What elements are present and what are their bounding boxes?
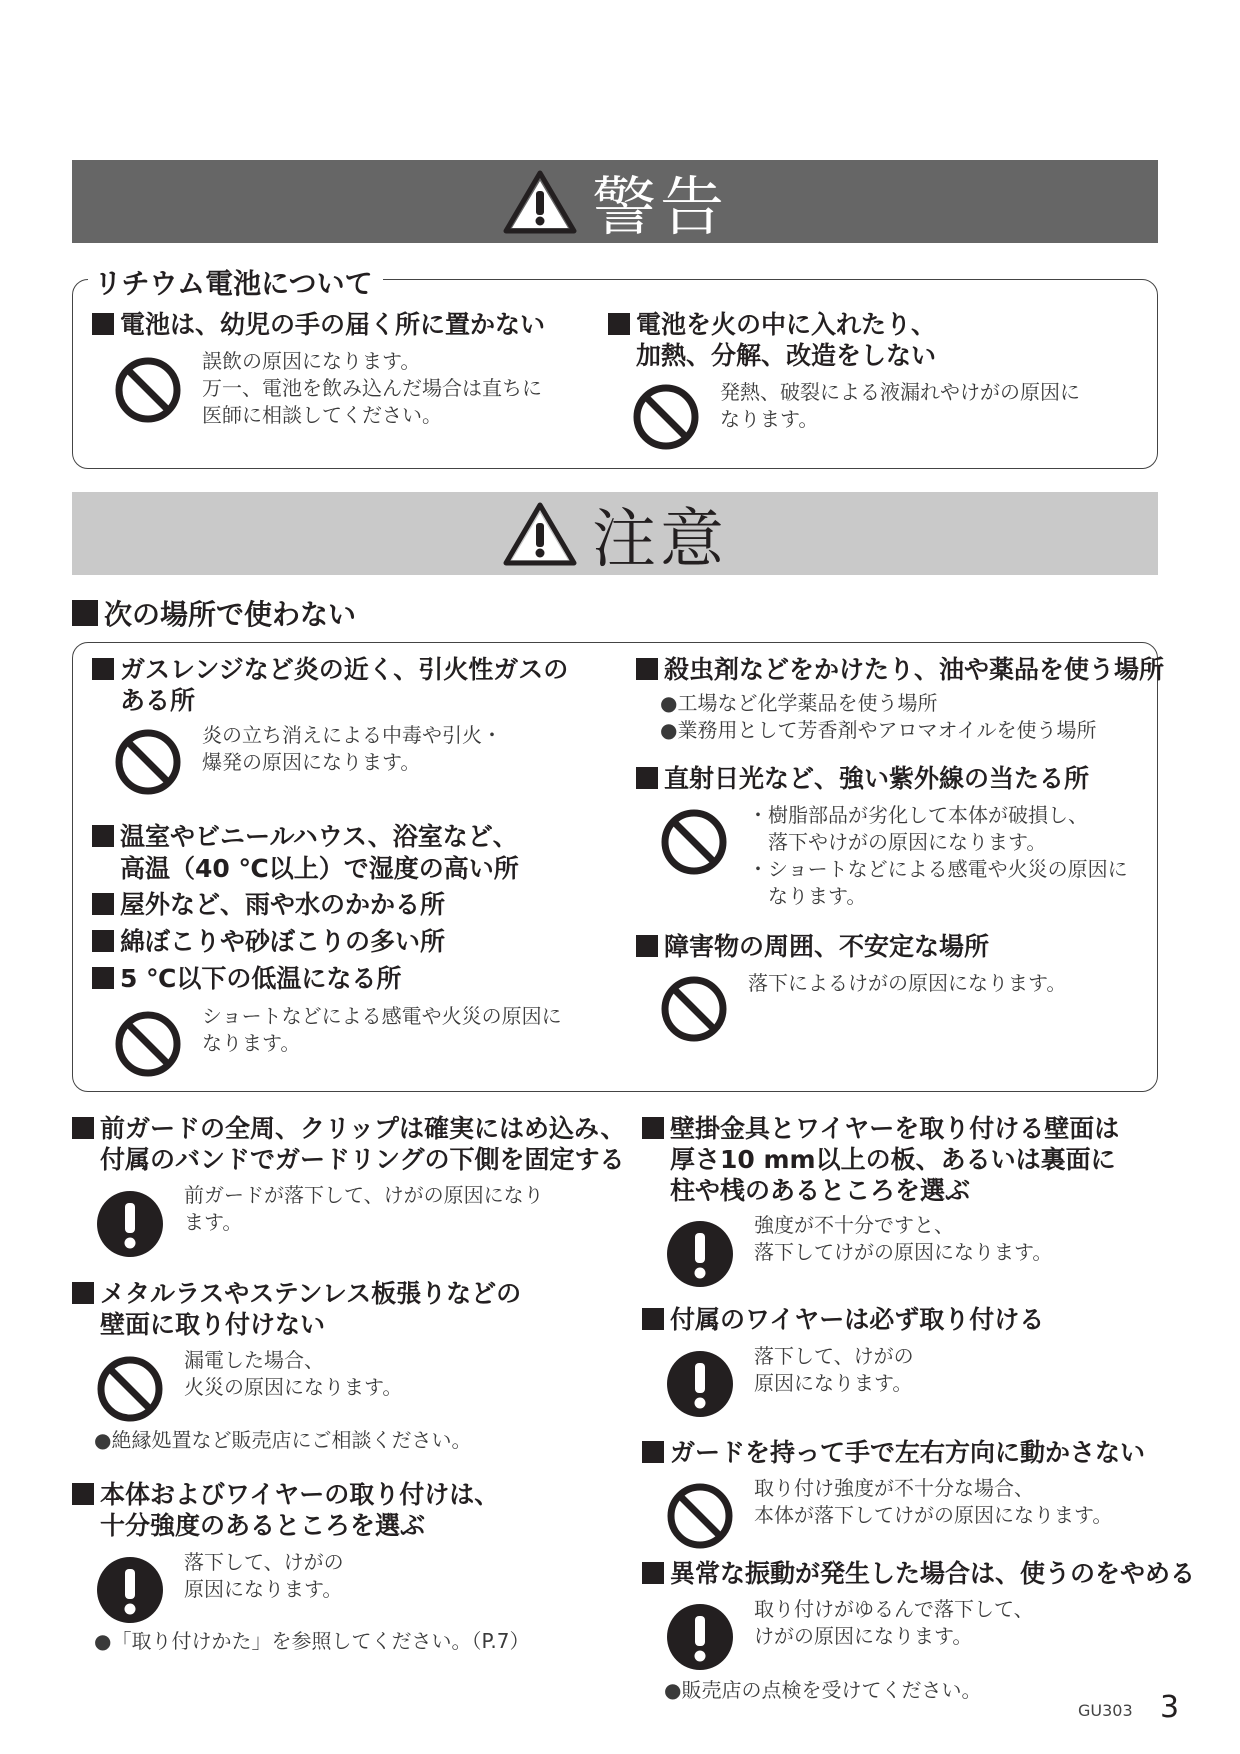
model-number: GU303 bbox=[1078, 1701, 1133, 1720]
square-bullet-icon bbox=[642, 1562, 664, 1584]
mandatory-action-icon bbox=[96, 1556, 164, 1624]
mandatory-action-icon bbox=[666, 1220, 734, 1288]
strength-heading-2: 十分強度のあるところを選ぶ bbox=[100, 1511, 426, 1540]
prohibition-icon bbox=[666, 1482, 734, 1550]
prohibition-icon bbox=[632, 383, 700, 451]
place-heading-greenhouse-2: 高温（40 ℃以上）で湿度の高い所 bbox=[120, 854, 519, 883]
heading-text: メタルラスやステンレス板張りなどの bbox=[100, 1279, 522, 1308]
prohibition-icon bbox=[114, 728, 182, 796]
place-obstacle-text-1: 落下によるけがの原因になります。 bbox=[748, 971, 1067, 995]
strength-text-1: 落下して、けがの bbox=[184, 1550, 344, 1574]
strength-heading-1 bbox=[72, 1478, 499, 1511]
vibration-note: ●販売店の点検を受けてください。 bbox=[664, 1678, 982, 1702]
metal-lath-note: ●絶縁処置など販売店にご相談ください。 bbox=[94, 1428, 472, 1452]
guard-heading-2: 付属のバンドでガードリングの下側を固定する bbox=[100, 1145, 625, 1174]
square-bullet-icon bbox=[92, 313, 114, 335]
metal-lath-text-1: 漏電した場合、 bbox=[184, 1348, 324, 1372]
strength-note: ●「取り付けかた」を参照してください。（P.7） bbox=[94, 1629, 530, 1653]
page-number: 3 bbox=[1160, 1690, 1180, 1725]
heading-text: 殺虫剤などをかけたり、油や薬品を使う場所 bbox=[664, 655, 1165, 684]
heading-text: 前ガードの全周、クリップは確実にはめ込み、 bbox=[100, 1114, 626, 1143]
square-bullet-icon bbox=[642, 1308, 664, 1330]
prohibition-icon bbox=[96, 1355, 164, 1423]
place-heading-cold bbox=[92, 962, 401, 995]
square-bullet-icon bbox=[636, 767, 658, 789]
heading-text: 電池を火の中に入れたり、 bbox=[636, 310, 937, 339]
heading-text: 直射日光など、強い紫外線の当たる所 bbox=[664, 764, 1090, 793]
warning-item-2-heading-1 bbox=[608, 308, 936, 341]
heading-text: 5 ℃以下の低温になる所 bbox=[120, 964, 402, 993]
square-bullet-icon bbox=[636, 935, 658, 957]
no-shake-text-2: 本体が落下してけがの原因になります。 bbox=[754, 1503, 1113, 1527]
square-bullet-icon bbox=[92, 930, 114, 952]
wire-text-2: 原因になります。 bbox=[754, 1371, 913, 1395]
square-bullet-icon bbox=[642, 1441, 664, 1463]
caution-banner bbox=[72, 492, 1158, 575]
warning-item-2-heading-2: 加熱、分解、改造をしない bbox=[636, 341, 937, 370]
mandatory-action-icon bbox=[96, 1190, 164, 1258]
heading-text: 屋外など、雨や水のかかる所 bbox=[120, 890, 446, 919]
metal-lath-text-2: 火災の原因になります。 bbox=[184, 1375, 403, 1399]
prohibition-icon bbox=[114, 1010, 182, 1078]
no-shake-heading bbox=[642, 1436, 1145, 1469]
square-bullet-icon bbox=[72, 600, 98, 626]
warning-item-1-text-3: 医師に相談してください。 bbox=[202, 403, 442, 427]
warning-item-2-text-1: 発熱、破裂による液漏れやけがの原因に bbox=[720, 380, 1080, 404]
place-sunlight-text-2: 落下やけがの原因になります。 bbox=[748, 830, 1047, 854]
heading-text: 温室やビニールハウス、浴室など、 bbox=[120, 822, 518, 851]
wall-bracket-heading-2: 厚さ10 mm以上の板、あるいは裏面に bbox=[670, 1145, 1116, 1174]
warning-item-1-text-2: 万一、電池を飲み込んだ場合は直ちに bbox=[202, 376, 542, 400]
heading-text: ガスレンジなど炎の近く、引火性ガスの bbox=[120, 655, 569, 684]
place-heading-greenhouse-1 bbox=[92, 820, 518, 853]
heading-text: 綿ぼこりや砂ぼこりの多い所 bbox=[120, 927, 446, 956]
place-insecticide-bullet-1: ●工場など化学薬品を使う場所 bbox=[660, 691, 938, 715]
lithium-box-title: リチウム電池について bbox=[88, 262, 383, 302]
mandatory-action-icon bbox=[666, 1350, 734, 1418]
wall-bracket-heading-3: 柱や桟のあるところを選ぶ bbox=[670, 1176, 971, 1205]
wall-bracket-text-1: 強度が不十分ですと、 bbox=[754, 1213, 954, 1237]
heading-text: 本体およびワイヤーの取り付けは、 bbox=[100, 1480, 500, 1509]
vibration-text-1: 取り付けがゆるんで落下して、 bbox=[754, 1597, 1034, 1621]
place-insecticide-heading bbox=[636, 653, 1164, 686]
heading-text: 付属のワイヤーは必ず取り付ける bbox=[670, 1305, 1045, 1334]
place-sunlight-text-1: ・樹脂部品が劣化して本体が破損し、 bbox=[748, 803, 1088, 827]
heading-text: 障害物の周囲、不安定な場所 bbox=[664, 932, 990, 961]
square-bullet-icon bbox=[636, 658, 658, 680]
guard-text-1: 前ガードが落下して、けがの原因になり bbox=[184, 1183, 544, 1207]
wall-bracket-text-2: 落下してけがの原因になります。 bbox=[754, 1240, 1053, 1264]
place-gas-heading-2: ある所 bbox=[120, 686, 196, 715]
guard-text-2: ます。 bbox=[184, 1210, 243, 1234]
heading-text: ガードを持って手で左右方向に動かさない bbox=[670, 1438, 1146, 1467]
square-bullet-icon bbox=[92, 893, 114, 915]
square-bullet-icon bbox=[72, 1282, 94, 1304]
metal-lath-heading-2: 壁面に取り付けない bbox=[100, 1310, 326, 1339]
heading-text: 電池は、幼児の手の届く所に置かない bbox=[120, 310, 546, 339]
mandatory-action-icon bbox=[666, 1603, 734, 1671]
warning-triangle-icon bbox=[502, 169, 578, 235]
section-heading-avoid-places bbox=[72, 598, 356, 631]
place-cold-text-1: ショートなどによる感電や火災の原因に bbox=[202, 1004, 562, 1028]
square-bullet-icon bbox=[72, 1117, 94, 1139]
square-bullet-icon bbox=[92, 825, 114, 847]
place-sunlight-text-3: ・ショートなどによる感電や火災の原因に bbox=[748, 857, 1128, 881]
square-bullet-icon bbox=[92, 967, 114, 989]
wire-text-1: 落下して、けがの bbox=[754, 1344, 914, 1368]
place-heading-dust bbox=[92, 925, 445, 958]
prohibition-icon bbox=[114, 356, 182, 424]
place-sunlight-text-4: なります。 bbox=[748, 884, 867, 908]
wall-bracket-heading-1 bbox=[642, 1112, 1119, 1145]
place-insecticide-bullet-2: ●業務用として芳香剤やアロマオイルを使う場所 bbox=[660, 718, 1097, 742]
strength-text-2: 原因になります。 bbox=[184, 1577, 343, 1601]
square-bullet-icon bbox=[72, 1483, 94, 1505]
warning-item-1-text-1: 誤飲の原因になります。 bbox=[202, 349, 421, 373]
prohibition-icon bbox=[660, 975, 728, 1043]
prohibition-icon bbox=[660, 808, 728, 876]
wire-heading bbox=[642, 1303, 1044, 1336]
warning-item-1-heading bbox=[92, 308, 545, 341]
place-obstacle-heading bbox=[636, 930, 989, 963]
place-gas-heading-1 bbox=[92, 653, 568, 686]
square-bullet-icon bbox=[608, 313, 630, 335]
vibration-text-2: けがの原因になります。 bbox=[754, 1624, 973, 1648]
warning-item-2-text-2: なります。 bbox=[720, 407, 819, 431]
heading-text: 壁掛金具とワイヤーを取り付ける壁面は bbox=[670, 1114, 1120, 1143]
warning-banner bbox=[72, 160, 1158, 243]
square-bullet-icon bbox=[642, 1117, 664, 1139]
square-bullet-icon bbox=[92, 658, 114, 680]
caution-title: 注意 bbox=[592, 502, 728, 577]
place-gas-text-1: 炎の立ち消えによる中毒や引火・ bbox=[202, 723, 502, 747]
vibration-heading bbox=[642, 1557, 1195, 1590]
place-gas-text-2: 爆発の原因になります。 bbox=[202, 750, 421, 774]
place-sunlight-heading bbox=[636, 762, 1089, 795]
place-cold-text-2: なります。 bbox=[202, 1031, 301, 1055]
no-shake-text-1: 取り付け強度が不十分な場合、 bbox=[754, 1476, 1034, 1500]
guard-heading-1 bbox=[72, 1112, 626, 1145]
warning-title: 警告 bbox=[592, 170, 728, 245]
caution-triangle-icon bbox=[502, 501, 578, 567]
place-heading-outdoor bbox=[92, 888, 445, 921]
heading-text: 次の場所で使わない bbox=[104, 598, 357, 631]
metal-lath-heading-1 bbox=[72, 1277, 521, 1310]
heading-text: 異常な振動が発生した場合は、使うのをやめる bbox=[670, 1559, 1196, 1588]
